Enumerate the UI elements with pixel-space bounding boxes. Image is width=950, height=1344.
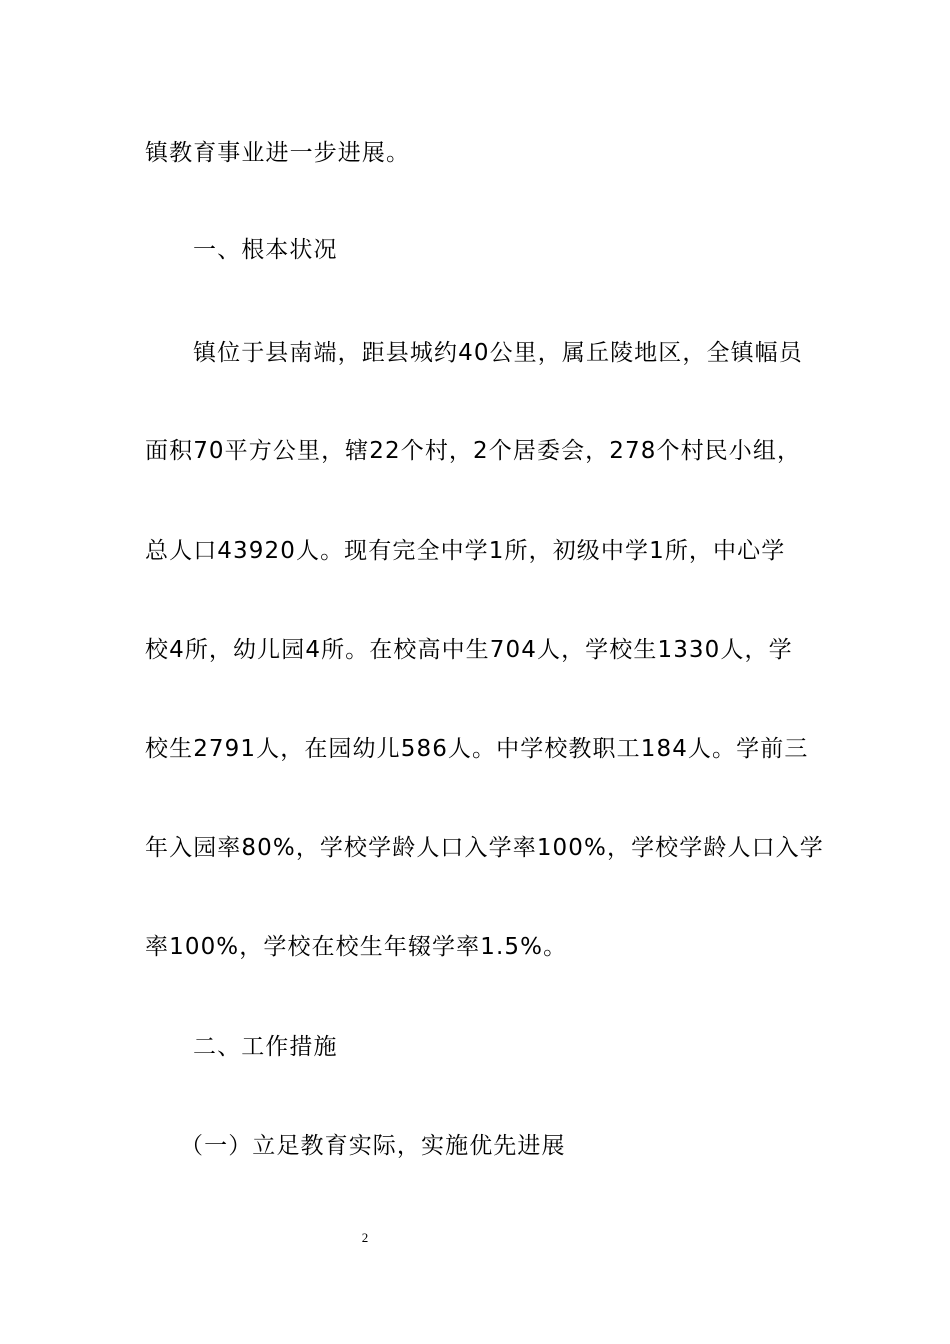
section-heading-2: 二、工作措施 (193, 1034, 338, 1060)
paragraph-continuation: 镇教育事业进一步进展。 (145, 140, 411, 166)
body-line: 校4所，幼儿园4所。在校高中生704人，学校生1330人，学 (145, 637, 793, 663)
body-line: 镇位于县南端，距县城约40公里，属丘陵地区，全镇幅员 (193, 340, 803, 366)
body-line: 年入园率80%，学校学龄人口入学率100%，学校学龄人口入学 (145, 835, 824, 861)
body-line: 面积70平方公里，辖22个村，2个居委会，278个村民小组， (145, 438, 802, 464)
page-number: 2 (361, 1230, 369, 1245)
subsection-heading-1: （一）立足教育实际，实施优先进展 (180, 1133, 566, 1159)
body-line: 总人口43920人。现有完全中学1所，初级中学1所，中心学 (145, 538, 786, 564)
body-line: 率100%，学校在校生年辍学率1.5%。 (145, 934, 568, 960)
body-line: 校生2791人，在园幼儿586人。中学校教职工184人。学前三 (145, 736, 809, 762)
section-heading-1: 一、根本状况 (193, 237, 338, 263)
